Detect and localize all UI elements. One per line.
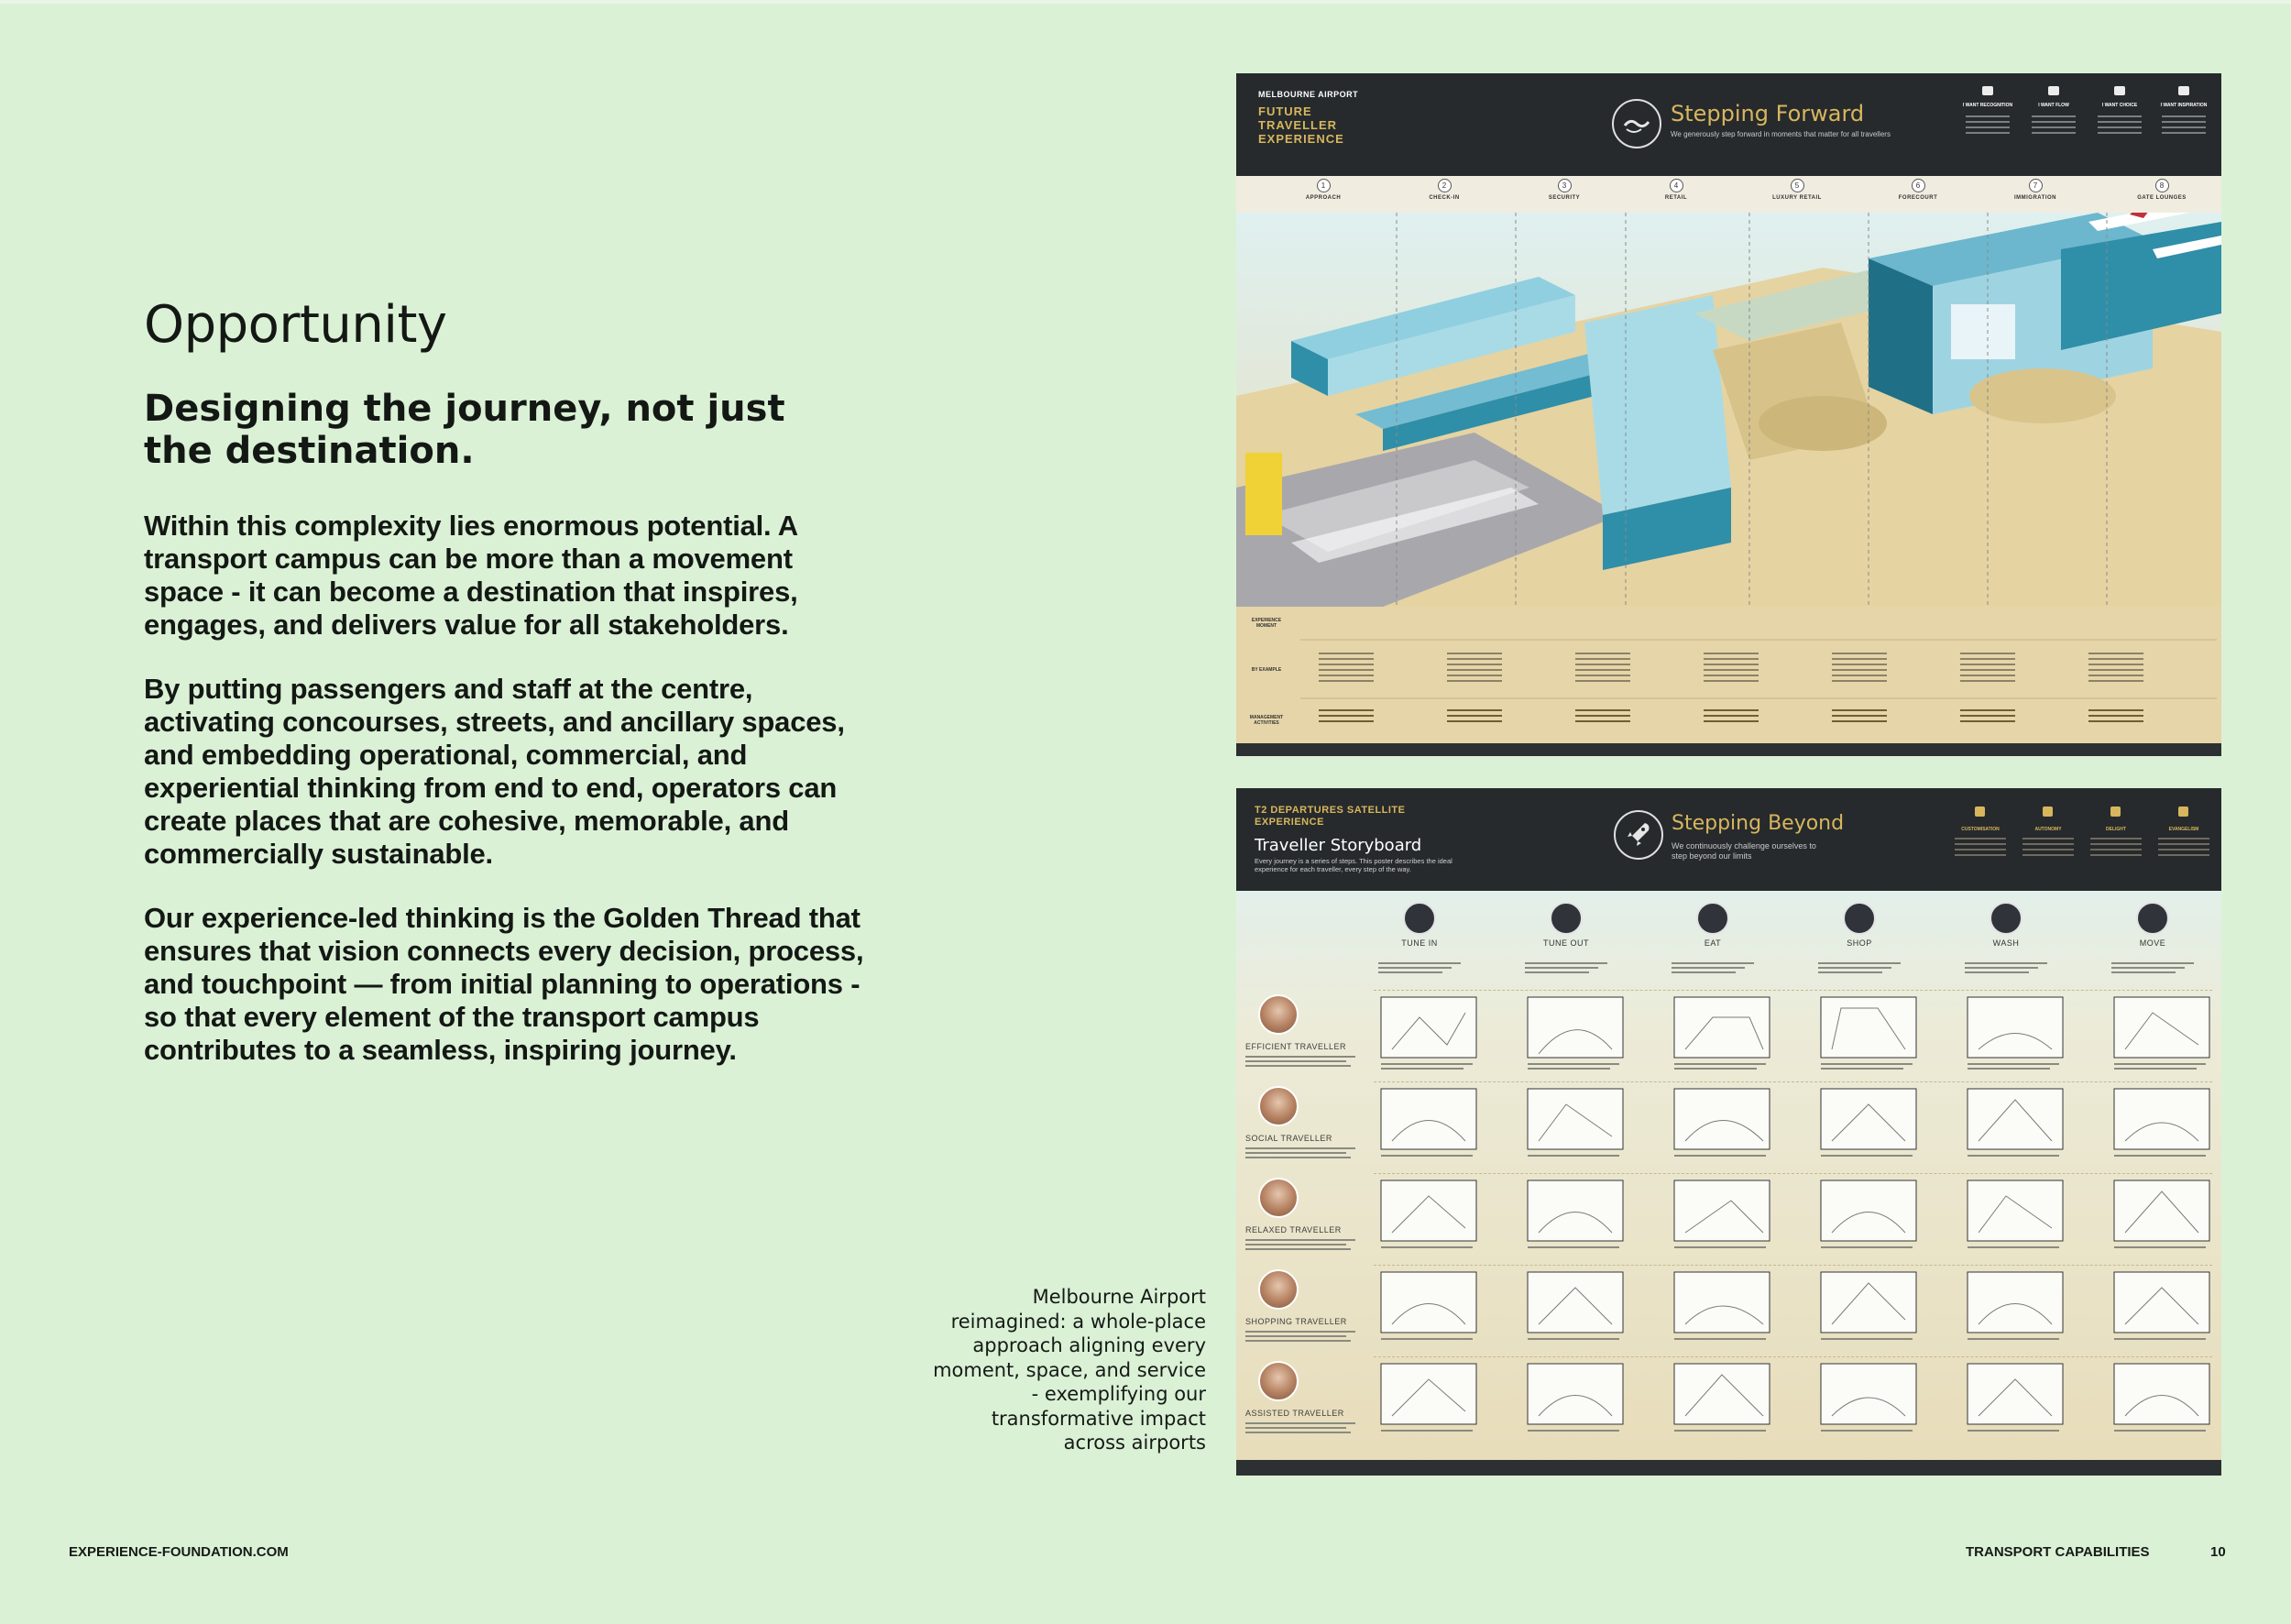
value-autonomy: AUTONOMY (2019, 805, 2077, 878)
poster-traveller-storyboard (1236, 788, 2221, 1476)
persona-assisted-traveller: ASSISTED TRAVELLER (1245, 1361, 1355, 1443)
poster1-bottom-bar (1236, 743, 2221, 756)
value-customisation: CUSTOMISATION (1951, 805, 2010, 878)
persona-shopping-traveller: SHOPPING TRAVELLER (1245, 1269, 1355, 1352)
poster1-title: Stepping Forward (1671, 101, 1865, 126)
poster2-storyboard-intro: Every journey is a series of steps. This poster describes the ideal experience for each traveller, every step of the way. (1255, 857, 1452, 873)
body-paragraph-1: Within this complexity lies enormous potential. A transport campus can be more than a movement space - it can become a destination that inspires, engages, and delivers value for all stakeholders. (144, 510, 798, 641)
value-delight: DELIGHT (2087, 805, 2145, 878)
need-recognition: I WANT RECOGNITION (1960, 84, 2015, 167)
stage-luxury-retail: 5 LUXURY RETAIL (1751, 176, 1843, 213)
poster-future-traveller-experience (1236, 73, 2221, 756)
poster2-storyboard-title: Traveller Storyboard (1255, 836, 1422, 855)
need-inspiration: I WANT INSPIRATION (2156, 84, 2211, 167)
stage-approach: 1 APPROACH (1277, 176, 1369, 213)
poster2-tagline: We continuously challenge ourselves to step beyond our limits (1672, 841, 1816, 861)
stage-check-in: 2 CHECK-IN (1398, 176, 1490, 213)
handshake-logo-icon (1612, 99, 1661, 148)
poster1-table-text-lines (1236, 607, 2221, 756)
poster1-tagline: We generously step forward in moments that matter for all travellers (1671, 130, 1891, 138)
body-paragraph-3: Our experience-led thinking is the Golden Thread that ensures that vision connects every decision, process, and touchpoint — from initial planning to operations - so that every element of the transport campus contributes to a seamless, inspiring journey. (144, 902, 864, 1066)
activity-tune-out: TUNE OUT (1525, 902, 1607, 975)
footer-section-name: TRANSPORT CAPABILITIES (1966, 1544, 2150, 1560)
activity-move: MOVE (2111, 902, 2194, 975)
stage-gate-lounges: 8 GATE LOUNGES (2116, 176, 2208, 213)
poster1-experience-table (1236, 607, 2221, 756)
persona-social-traveller: SOCIAL TRAVELLER (1245, 1086, 1355, 1169)
speech-bubble-icon (2178, 86, 2189, 95)
speech-bubble-icon (2114, 86, 2125, 95)
stage-security: 3 SECURITY (1518, 176, 1610, 213)
activity-shop: SHOP (1818, 902, 1901, 975)
value-evangelism: EVANGELISM (2154, 805, 2213, 878)
footer-website-link[interactable]: EXPERIENCE-FOUNDATION.COM (69, 1544, 289, 1560)
speech-bubble-icon (1982, 86, 1993, 95)
poster1-needs (1960, 84, 2217, 167)
stage-retail: 4 RETAIL (1630, 176, 1722, 213)
persona-relaxed-traveller: RELAXED TRAVELLER (1245, 1178, 1355, 1260)
poster1-subbrand: FUTURE TRAVELLER EXPERIENCE (1258, 104, 1344, 146)
poster2-title: Stepping Beyond (1672, 812, 1845, 835)
page-subtitle: Designing the journey, not just the destination. (144, 388, 785, 472)
poster1-stage-row (1236, 176, 2221, 213)
persona-efficient-traveller: EFFICIENT TRAVELLER (1245, 994, 1355, 1077)
image-caption: Melbourne Airport reimagined: a whole-place approach aligning every moment, space, and service - exemplifying our transformative impact across airports (933, 1286, 1206, 1454)
stage-forecourt: 6 FORECOURT (1872, 176, 1964, 213)
need-choice: I WANT CHOICE (2092, 84, 2147, 167)
top-edge-strip (0, 0, 2291, 4)
poster2-bottom-bar (1236, 1460, 2221, 1476)
storyboard-sketch-grid (1236, 788, 2221, 1476)
activity-wash: WASH (1965, 902, 2047, 975)
row-label-management-activities: MANAGEMENT ACTIVITIES (1249, 715, 1284, 726)
poster2-brand: T2 DEPARTURES SATELLITE EXPERIENCE (1255, 805, 1406, 828)
speech-bubble-icon (2048, 86, 2059, 95)
page-number: 10 (2210, 1544, 2226, 1560)
page-title: Opportunity (144, 295, 447, 355)
poster1-brand: MELBOURNE AIRPORT (1258, 90, 1359, 99)
stage-immigration: 7 IMMIGRATION (1990, 176, 2081, 213)
activity-tune-in: TUNE IN (1378, 902, 1461, 975)
row-label-by-example: BY EXAMPLE (1251, 667, 1282, 673)
body-paragraph-2: By putting passengers and staff at the centre, activating concourses, streets, and ancillary spaces, and embedding operational, commercial, and experiential thinking from end to end, operators can create places that are cohesive, memorable, and commercially sustainable. (144, 673, 845, 870)
poster1-header (1236, 73, 2221, 176)
activity-eat: EAT (1672, 902, 1754, 975)
row-label-experience-moment: EXPERIENCE MOMENT (1251, 618, 1282, 629)
need-flow: I WANT FLOW (2026, 84, 2081, 167)
